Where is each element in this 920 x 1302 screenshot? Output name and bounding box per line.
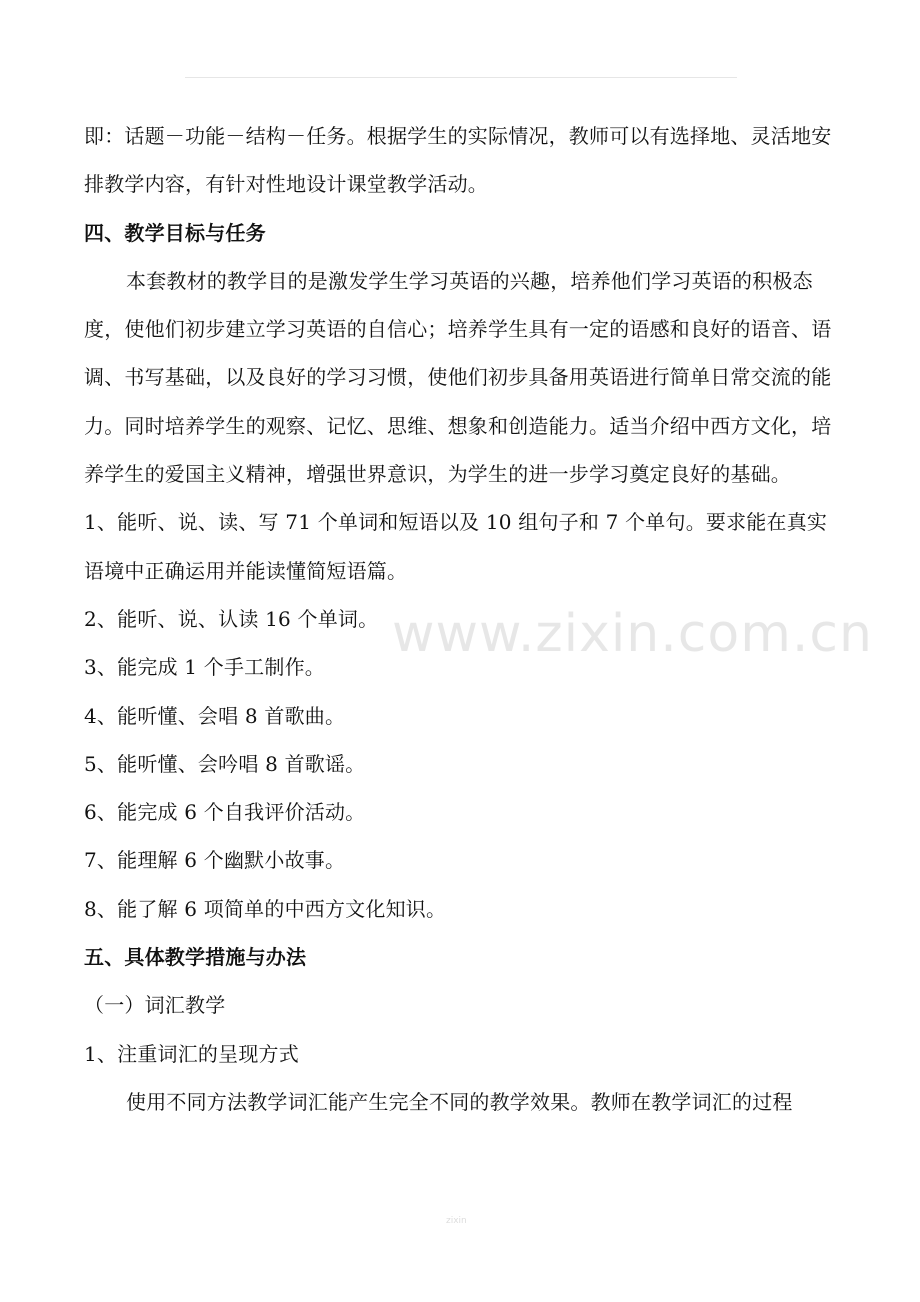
list-item-7: 7、能理解 6 个幽默小故事。 <box>84 848 346 873</box>
footer-mark: zixin <box>446 1216 467 1226</box>
list-item-8: 8、能了解 6 项简单的中西方文化知识。 <box>84 896 447 921</box>
header-rule <box>185 77 737 78</box>
section-heading-5: 五、具体教学措施与办法 <box>84 945 307 970</box>
section-heading-4: 四、教学目标与任务 <box>84 220 266 245</box>
watermark: www.zixin.com.cn <box>392 604 873 664</box>
list-item-1: 1、能听、说、读、写 71 个单词和短语以及 10 组句子和 7 个单句。要求能在真实语境中正确运用并能读懂简短语篇。 <box>84 510 828 583</box>
subsection-heading: （一）词汇教学 <box>84 993 226 1018</box>
list-item-4: 4、能听懂、会唱 8 首歌曲。 <box>84 703 346 728</box>
list-item-5: 5、能听懂、会吟唱 8 首歌谣。 <box>84 751 366 776</box>
subsection-item-1: 1、注重词汇的呈现方式 <box>84 1041 299 1066</box>
paragraph-goals: 本套教材的教学目的是激发学生学习英语的兴趣，培养他们学习英语的积极态度，使他们初步建立学习英语的自信心；培养学生具有一定的语感和良好的语音、语调、书写基础，以及良好的学习习惯，使他们初步具备用英语进行简单日常交流的能力。同时培养学生的观察、记忆、思维、想象和创造能力。适当介绍中西方文化，培养学生的爱国主义精神，增强世界意识，为学生的进一步学习奠定良好的基础。 <box>84 268 832 487</box>
list-item-6: 6、能完成 6 个自我评价活动。 <box>84 800 366 825</box>
paragraph-vocab: 使用不同方法教学词汇能产生完全不同的教学效果。教师在教学词汇的过程 <box>126 1089 793 1114</box>
list-item-2: 2、能听、说、认读 16 个单词。 <box>84 606 379 631</box>
document-body <box>84 112 842 1126</box>
paragraph-intro: 即：话题－功能－结构－任务。根据学生的实际情况，教师可以有选择地、灵活地安排教学内容，有针对性地设计课堂教学活动。 <box>84 124 832 197</box>
list-item-3: 3、能完成 1 个手工制作。 <box>84 655 325 680</box>
